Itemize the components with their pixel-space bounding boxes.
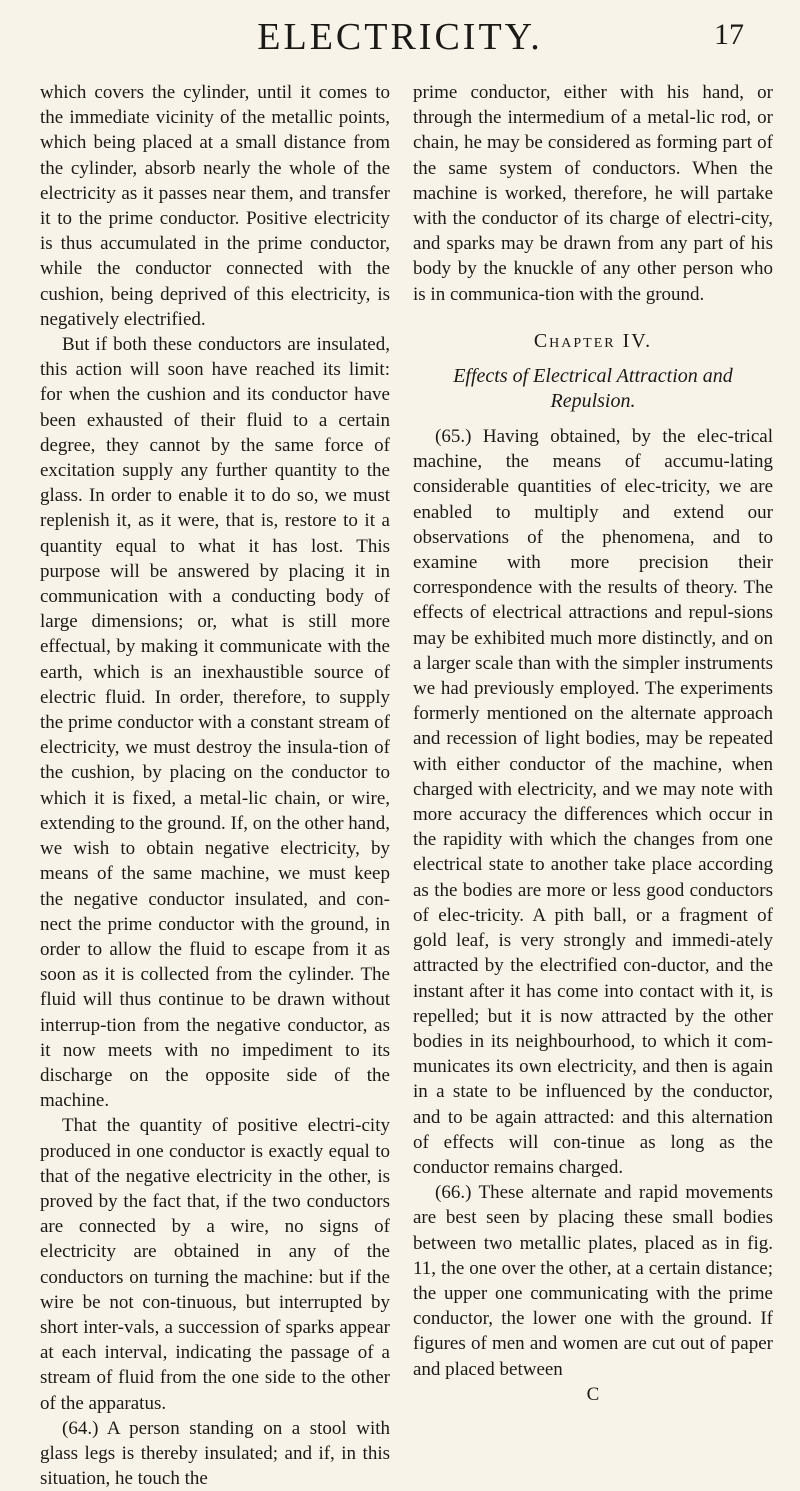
signature-mark: C [586, 1383, 600, 1405]
chapter-subtitle: Effects of Electrical Attraction and Repulsion. [453, 365, 733, 413]
paragraph: (66.) These alternate and rapid movements are best seen by placing these small bodies between two metallic plates, placed as in fig. 11, the one over the other, at a certain distance; the upper one communicating with the prime conductor, the lower one with the ground. If figures of men and women are cut out of paper and placed between [413, 1182, 773, 1380]
right-column [413, 80, 773, 1407]
paragraph: (65.) Having obtained, by the elec-trical machine, the means of accumu-lating considerable quantities of elec-tricity, we are enabled to multiply and extend our observations of the phenomena, and to examine with more precision their correspondence with the results of theory. The effects of electrical attractions and repul-sions may be exhibited much more distinctly, and on a larger scale than with the simpler instruments we had previously employed. The experiments formerly mentioned on the alternate approach and recession of light bodies, may be repeated with either conductor of the machine, when charged with electricity, and we may note with more accuracy the differences which occur in the rapidity with which the changes from one electrical state to another take place according as the bodies are more or less good conductors of elec-tricity. A pith ball, or a fragment of gold leaf, is very strongly and immedi-ately attracted by the electrified con-ductor, and the instant after it has come into contact with it, is repelled; but it is now attracted by the other bodies in its neighbourhood, to which it com-municates its own electricity, and then is again in a state to be influenced by the conductor, and to be again attracted: and this alternation of effects will con-tinue as long as the conductor remains charged. [413, 426, 773, 1178]
paragraph: But if both these conductors are insulated, this action will soon have reached its limit: for when the cushion and its conductor have been exhausted of their fluid to a certain degree, they cannot by the same force of excitation supply any further quantity to the glass. In order to enable it to do so, we must replenish it, as it were, that is, restore to it a quantity equal to what it has lost. This purpose will be answered by placing it in communication with a conducting body of large dimensions; or, what is still more effectual, by making it communicate with the earth, which is an inexhaustible source of electric fluid. In order, therefore, to supply the prime conductor with a constant stream of electricity, we must destroy the insula-tion of the cushion, by placing on the conductor to which it is fixed, a metal-lic chain, or wire, extending to the ground. If, on the other hand, we wish to obtain negative electricity, by means of the same machine, we must keep the negative conductor insulated, and con-nect the prime conductor with the ground, in order to allow the fluid to escape from it as soon as it is collected from the cylinder. The fluid will thus continue to be drawn without interrup-tion from the negative conductor, as it now meets with no impediment to its discharge on the opposite side of the machine. [40, 334, 390, 1112]
paragraph: which covers the cylinder, until it comes to the immediate vicinity of the metallic points, which being placed at a small distance from the cylinder, absorb nearly the whole of the electricity as it passes near them, and transfer it to the prime conductor. Positive electricity is thus accumulated in the prime conductor, while the conductor connected with the cushion, being deprived of this electricity, is negatively electrified. [40, 82, 390, 330]
paragraph: That the quantity of positive electri-city produced in one conductor is exactly equal to that of the negative electricity in the other, is proved by the fact that, if the two conductors are connected by a wire, no signs of electricity are obtained in any of the conductors on turning the machine: but if the wire be not con-tinuous, but interrupted by short inter-vals, a succession of sparks appear at each interval, indicating the passage of a stream of fluid from the one side to the other of the apparatus. [40, 1115, 390, 1414]
chapter-heading: Chapter IV. [533, 329, 653, 352]
page-number: 17 [714, 18, 744, 51]
left-column [40, 80, 390, 1491]
page-header [0, 14, 800, 64]
running-title: ELECTRICITY. [257, 16, 543, 58]
paragraph: prime conductor, either with his hand, or through the intermedium of a metal-lic rod, or chain, he may be considered as forming part of the same system of conductors. When the machine is worked, therefore, he will partake with the conductor of its charge of electri-city, and sparks may be drawn from any part of his body by the knuckle of any other person who is in communica-tion with the ground. [413, 82, 773, 305]
paragraph: (64.) A person standing on a stool with glass legs is thereby insulated; and if, in this situation, he touch the [40, 1417, 390, 1490]
